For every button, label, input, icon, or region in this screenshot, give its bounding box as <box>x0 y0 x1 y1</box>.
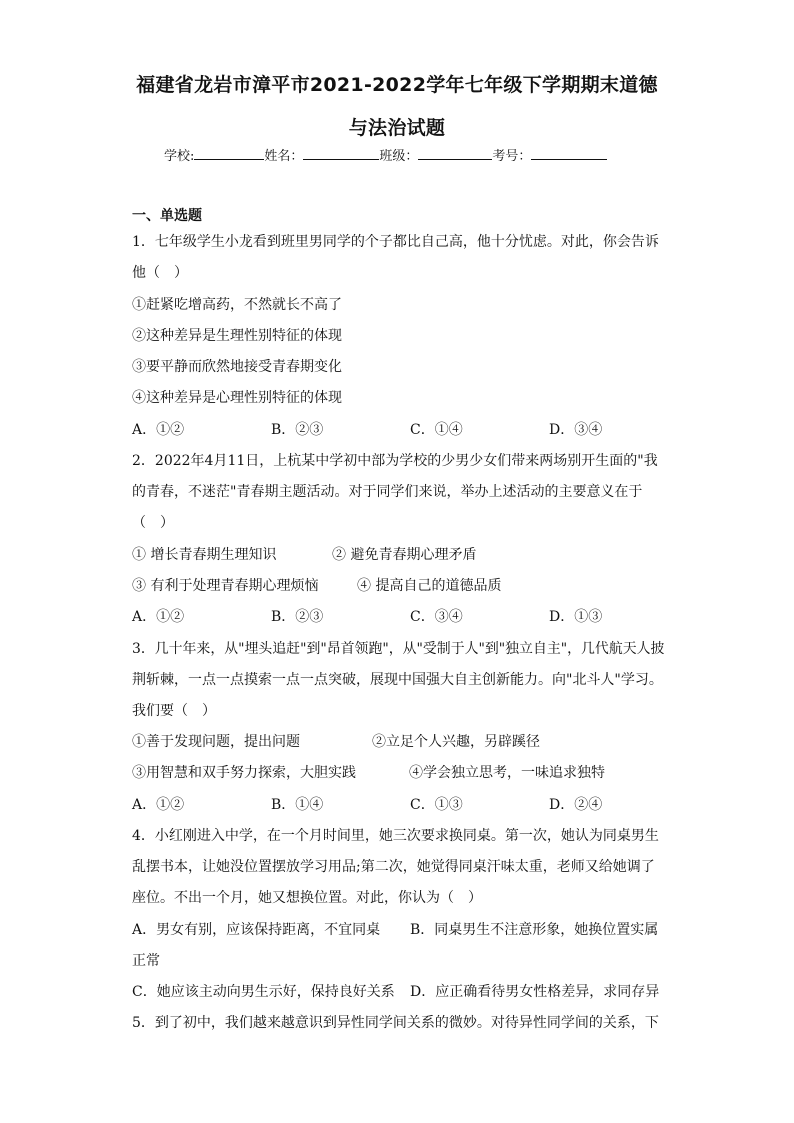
q3-option-d: D．②④ <box>549 797 603 813</box>
q2-option-c: C．③④ <box>410 609 463 625</box>
q4-option-d: D．应正确看待男女性格差异，求同存异 <box>410 984 660 1000</box>
q1-statement-1: ①赶紧吃增高药，不然就长不高了 <box>132 297 342 313</box>
q5-stem-line-1: 5．到了初中，我们越来越意识到异性同学间关系的微妙。对待异性同学间的关系，下 <box>132 1015 659 1031</box>
number-label: 考号： <box>492 149 532 164</box>
q2-stem-line-3: （ ） <box>132 515 174 531</box>
q3-stem-line-3: 我们要（ ） <box>132 703 216 719</box>
q2-option-b: B．②③ <box>271 609 324 625</box>
school-label: 学校: <box>164 149 195 164</box>
q3-statement-2: ②立足个人兴趣，另辟蹊径 <box>372 734 540 750</box>
q4-option-b-continued: 正常 <box>132 953 160 969</box>
q1-option-b: B．②③ <box>271 422 324 438</box>
q4-stem-line-3: 座位。不出一个月，她又想换位置。对此，你认为（ ） <box>132 890 482 906</box>
name-blank <box>303 145 379 160</box>
q1-option-a: A．①② <box>132 422 185 438</box>
q2-statement-1: ① 增长青春期生理知识 <box>132 547 277 563</box>
q1-stem-line-1: 1．七年级学生小龙看到班里男同学的个子都比自己高，他十分忧虑。对此，你会告诉 <box>132 234 659 250</box>
q4-option-a: A．男女有别，应该保持距离，不宜同桌 <box>132 922 381 938</box>
section-heading: 一、单选题 <box>132 208 202 224</box>
q2-option-a: A．①② <box>132 609 185 625</box>
q3-stem-line-1: 3．几十年来，从"埋头追赶"到"昂首领跑"，从"受制于人"到"独立自主"，几代航天人披 <box>132 641 665 657</box>
q3-statement-4: ④学会独立思考，一味追求独特 <box>409 765 605 781</box>
q3-statement-1: ①善于发现问题，提出问题 <box>132 734 300 750</box>
q2-stem-line-1: 2．2022年4月11日，上杭某中学初中部为学校的少男少女们带来两场别开生面的"我 <box>132 453 658 469</box>
q4-option-c: C．她应该主动向男生示好，保持良好关系 <box>132 984 395 1000</box>
name-label: 姓名： <box>264 149 304 164</box>
exam-title-line-1: 福建省龙岩市漳平市2021-2022学年七年级下学期期末道德 <box>136 74 658 96</box>
class-blank <box>418 145 492 160</box>
q2-option-d: D．①③ <box>549 609 603 625</box>
student-info-row <box>164 145 607 164</box>
q1-option-c: C．①④ <box>410 422 463 438</box>
q3-option-c: C．①③ <box>410 797 463 813</box>
q1-statement-3: ③要平静而欣然地接受青春期变化 <box>132 359 342 375</box>
q4-option-b: B．同桌男生不注意形象，她换位置实属 <box>410 922 659 938</box>
q3-option-b: B．①④ <box>271 797 324 813</box>
q1-option-d: D．③④ <box>549 422 603 438</box>
exam-title-line-2: 与法治试题 <box>348 117 446 139</box>
q2-statement-4: ④ 提高自己的道德品质 <box>357 578 502 594</box>
q4-stem-line-1: 4．小红刚进入中学，在一个月时间里，她三次要求换同桌。第一次，她认为同桌男生 <box>132 828 659 844</box>
q2-statement-3: ③ 有利于处理青春期心理烦恼 <box>132 578 319 594</box>
q1-statement-4: ④这种差异是心理性别特征的体现 <box>132 390 342 406</box>
school-blank <box>194 145 264 160</box>
class-label: 班级： <box>379 149 419 164</box>
q1-statement-2: ②这种差异是生理性别特征的体现 <box>132 328 342 344</box>
q1-stem-line-2: 他（ ） <box>132 265 188 281</box>
number-blank <box>531 145 607 160</box>
q3-option-a: A．①② <box>132 797 185 813</box>
q3-stem-line-2: 荆斩棘，一点一点摸索一点一点突破，展现中国强大自主创新能力。向"北斗人"学习。 <box>132 672 663 688</box>
q4-stem-line-2: 乱摆书本，让她没位置摆放学习用品;第二次，她觉得同桌汗味太重，老师又给她调了 <box>132 859 655 875</box>
q2-stem-line-2: 的青春，不迷茫"青春期主题活动。对于同学们来说，举办上述活动的主要意义在于 <box>132 484 643 500</box>
q3-statement-3: ③用智慧和双手努力探索，大胆实践 <box>132 765 356 781</box>
q2-statement-2: ② 避免青春期心理矛盾 <box>332 547 477 563</box>
